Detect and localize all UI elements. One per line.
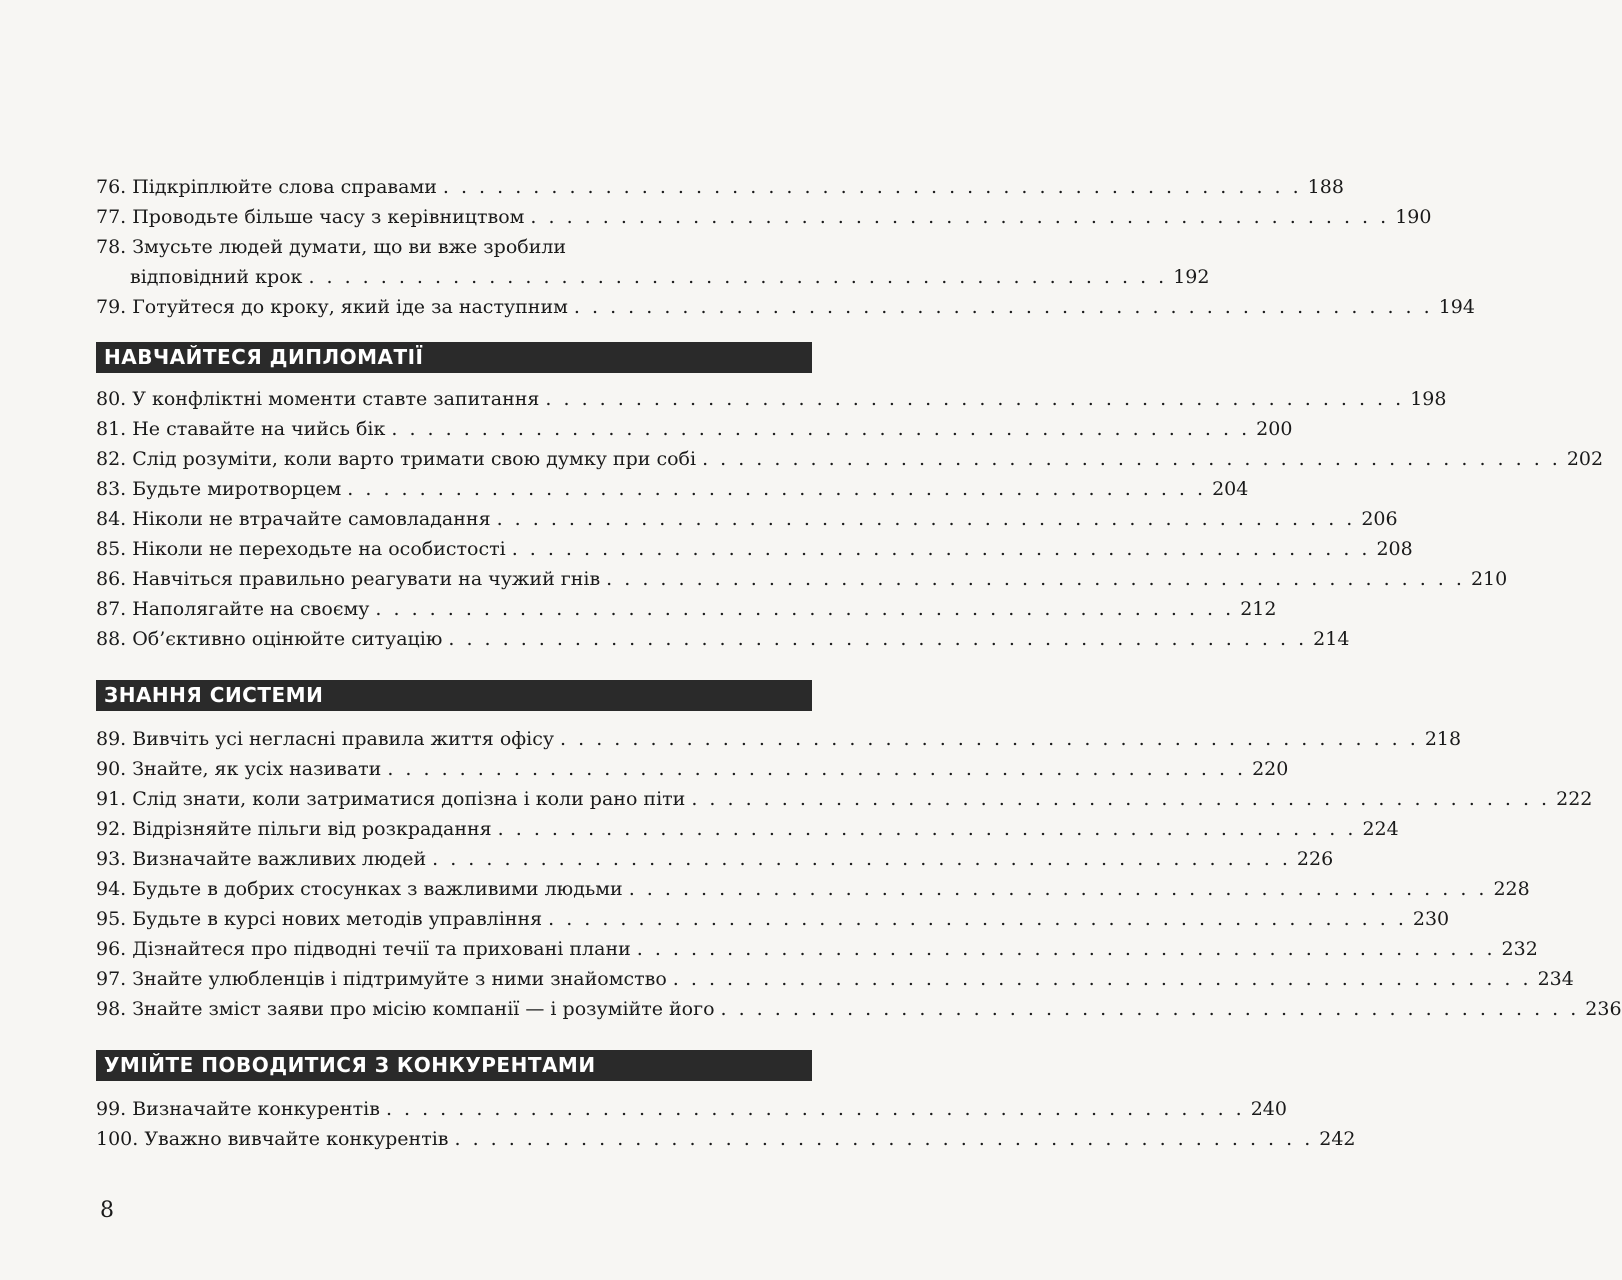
toc-entry (96, 814, 1399, 844)
dot-leader: . . . . . . . . . . . . . . . . . . . . . . . . . . . . . . . . . . . . . . . . . . . . . . . . (497, 818, 1357, 840)
entry-number: 79. (96, 296, 127, 318)
entry-page: 242 (1319, 1128, 1356, 1150)
entry-page: 214 (1313, 628, 1350, 650)
dot-leader: . . . . . . . . . . . . . . . . . . . . . . . . . . . . . . . . . . . . . . . . . . . . . . . . (375, 598, 1235, 620)
entry-page: 208 (1376, 538, 1413, 560)
entry-number: 81. (96, 418, 127, 440)
entry-title: Вивчіть усі негласні правила життя офісу (132, 728, 555, 750)
entry-page: 204 (1212, 478, 1249, 500)
dot-leader: . . . . . . . . . . . . . . . . . . . . . . . . . . . . . . . . . . . . . . . . . . . . . . . . (702, 448, 1561, 470)
entry-page: 240 (1250, 1098, 1287, 1120)
dot-leader: . . . . . . . . . . . . . . . . . . . . . . . . . . . . . . . . . . . . . . . . . . . . . . . . (545, 388, 1405, 410)
entry-title: Знайте зміст заяви про місію компанії — і розумійте його (132, 998, 715, 1020)
toc-section (96, 724, 1622, 1024)
entry-page: 202 (1566, 448, 1604, 470)
dot-leader: . . . . . . . . . . . . . . . . . . . . . . . . . . . . . . . . . . . . . . . . . . . . . . . . (560, 728, 1419, 750)
toc-entry (96, 874, 1530, 904)
entry-number: 80. (96, 388, 127, 410)
entry-page: 218 (1424, 728, 1462, 750)
entry-title: Уважно вивчайте конкурентів (144, 1128, 449, 1150)
entry-page: 210 (1470, 568, 1508, 590)
dot-leader: . . . . . . . . . . . . . . . . . . . . . . . . . . . . . . . . . . . . . . . . . . . . . . . . (720, 998, 1580, 1020)
dot-leader: . . . . . . . . . . . . . . . . . . . . . . . . . . . . . . . . . . . . . . . . . . . . . . . . (448, 628, 1308, 650)
section-header: УМІЙТЕ ПОВОДИТИСЯ З КОНКУРЕНТАМИ (96, 1050, 812, 1081)
toc-entry (96, 534, 1413, 564)
dot-leader: . . . . . . . . . . . . . . . . . . . . . . . . . . . . . . . . . . . . . . . . . . . . . . . . (548, 908, 1407, 930)
entry-title: Будьте миротворцем (132, 478, 342, 500)
toc-entry (96, 844, 1334, 874)
entry-title: Відрізняйте пільги від розкрадання (132, 818, 492, 840)
entry-number: 96. (96, 938, 127, 960)
section-header: НАВЧАЙТЕСЯ ДИПЛОМАТІЇ (96, 342, 812, 373)
entry-title: Не ставайте на чийсь бік (132, 418, 386, 440)
entry-title: Будьте в курсі нових методів управління (132, 908, 543, 930)
entry-number: 86. (96, 568, 127, 590)
dot-leader: . . . . . . . . . . . . . . . . . . . . . . . . . . . . . . . . . . . . . . . . . . . . . . . . (636, 938, 1496, 960)
page-number: 8 (100, 1198, 114, 1223)
dot-leader: . . . . . . . . . . . . . . . . . . . . . . . . . . . . . . . . . . . . . . . . . . . . . . . . (387, 758, 1247, 780)
entry-number: 85. (96, 538, 127, 560)
entry-title: Дізнайтеся про підводні течії та приховані плани (132, 938, 631, 960)
dot-leader: . . . . . . . . . . . . . . . . . . . . . . . . . . . . . . . . . . . . . . . . . . . . . . . . (432, 848, 1291, 870)
dot-leader: . . . . . . . . . . . . . . . . . . . . . . . . . . . . . . . . . . . . . . . . . . . . . . . . (385, 1098, 1245, 1120)
entry-number: 89. (96, 728, 127, 750)
entry-title: Проводьте більше часу з керівництвом (132, 206, 525, 228)
toc-section (96, 172, 1475, 322)
toc-entry (96, 624, 1350, 654)
dot-leader: . . . . . . . . . . . . . . . . . . . . . . . . . . . . . . . . . . . . . . . . . . . . . . . . (691, 788, 1551, 810)
toc-entry (96, 994, 1622, 1024)
toc-entry (96, 232, 1210, 292)
dot-leader: . . . . . . . . . . . . . . . . . . . . . . . . . . . . . . . . . . . . . . . . . . . . . . . . (573, 296, 1433, 318)
dot-leader: . . . . . . . . . . . . . . . . . . . . . . . . . . . . . . . . . . . . . . . . . . . . . . . . (496, 508, 1356, 530)
dot-leader: . . . . . . . . . . . . . . . . . . . . . . . . . . . . . . . . . . . . . . . . . . . . . . . . (628, 878, 1488, 900)
dot-leader: . . . . . . . . . . . . . . . . . . . . . . . . . . . . . . . . . . . . . . . . . . . . . . . . (391, 418, 1251, 440)
entry-number: 97. (96, 968, 127, 990)
toc-entry (96, 784, 1593, 814)
toc-entry (96, 964, 1574, 994)
entry-number: 82. (96, 448, 127, 470)
entry-page: 230 (1412, 908, 1450, 930)
dot-leader: . . . . . . . . . . . . . . . . . . . . . . . . . . . . . . . . . . . . . . . . . . . . . . . . (347, 478, 1207, 500)
dot-leader: . . . . . . . . . . . . . . . . . . . . . . . . . . . . . . . . . . . . . . . . . . . . . . . . (454, 1128, 1314, 1150)
entry-page: 192 (1173, 266, 1210, 288)
entry-page: 222 (1556, 788, 1593, 810)
entry-title: Змусьте людей думати, що ви вже зробили (132, 236, 567, 258)
toc-entry (96, 414, 1293, 444)
toc-entry (96, 934, 1538, 964)
entry-title: Будьте в добрих стосунках з важливими людьми (132, 878, 623, 900)
entry-page: 236 (1585, 998, 1622, 1020)
entry-title: Визначайте конкурентів (132, 1098, 380, 1120)
toc-entry (96, 202, 1432, 232)
entry-title: Готуйтеся до кроку, який іде за наступним (132, 296, 568, 318)
entry-page: 198 (1410, 388, 1447, 410)
entry-title: Ніколи не переходьте на особистості (132, 538, 506, 560)
toc-entry (96, 904, 1450, 934)
entry-page: 232 (1501, 938, 1538, 960)
entry-number: 83. (96, 478, 127, 500)
entry-title: Визначайте важливих людей (132, 848, 427, 870)
toc-entry (96, 384, 1447, 414)
toc-entry (96, 1124, 1356, 1154)
toc-entry (96, 754, 1289, 784)
toc-entry (96, 444, 1604, 474)
dot-leader: . . . . . . . . . . . . . . . . . . . . . . . . . . . . . . . . . . . . . . . . . . . . . . . . (606, 568, 1465, 590)
dot-leader: . . . . . . . . . . . . . . . . . . . . . . . . . . . . . . . . . . . . . . . . . . . . . . . . (530, 206, 1390, 228)
toc-entry (96, 292, 1475, 322)
entry-number: 100. (96, 1128, 139, 1150)
toc-entry (96, 474, 1249, 504)
entry-title: Навчіться правильно реагувати на чужий гнів (132, 568, 601, 590)
entry-number: 76. (96, 176, 127, 198)
toc-entry (96, 504, 1398, 534)
entry-number: 90. (96, 758, 127, 780)
entry-number: 93. (96, 848, 127, 870)
entry-number: 84. (96, 508, 127, 530)
entry-number: 94. (96, 878, 127, 900)
entry-number: 92. (96, 818, 127, 840)
toc-entry (96, 594, 1277, 624)
toc-entry (96, 1094, 1287, 1124)
dot-leader: . . . . . . . . . . . . . . . . . . . . . . . . . . . . . . . . . . . . . . . . . . . . . . . . (308, 266, 1168, 288)
entry-number: 98. (96, 998, 127, 1020)
entry-page: 220 (1252, 758, 1289, 780)
entry-page: 226 (1296, 848, 1334, 870)
entry-title-continued: відповідний крок (130, 266, 303, 288)
entry-number: 77. (96, 206, 127, 228)
entry-title: Підкріплюйте слова справами (132, 176, 437, 198)
entry-title: Слід розуміти, коли варто тримати свою думку при собі (132, 448, 697, 470)
entry-title: Ніколи не втрачайте самовладання (132, 508, 491, 530)
entry-page: 224 (1362, 818, 1399, 840)
section-header: ЗНАННЯ СИСТЕМИ (96, 680, 812, 711)
entry-number: 88. (96, 628, 127, 650)
entry-title: Знайте улюбленців і підтримуйте з ними знайомство (132, 968, 667, 990)
entry-page: 212 (1240, 598, 1277, 620)
entry-number: 95. (96, 908, 127, 930)
toc-entry (96, 172, 1344, 202)
entry-number: 91. (96, 788, 127, 810)
dot-leader: . . . . . . . . . . . . . . . . . . . . . . . . . . . . . . . . . . . . . . . . . . . . . . . . (442, 176, 1302, 198)
entry-page: 188 (1307, 176, 1344, 198)
entry-number: 78. (96, 236, 127, 258)
entry-page: 234 (1537, 968, 1574, 990)
entry-title: Об’єктивно оцінюйте ситуацію (132, 628, 443, 650)
toc-entry (96, 564, 1508, 594)
entry-title: Наполягайте на своєму (132, 598, 370, 620)
entry-page: 206 (1361, 508, 1398, 530)
entry-page: 194 (1438, 296, 1475, 318)
dot-leader: . . . . . . . . . . . . . . . . . . . . . . . . . . . . . . . . . . . . . . . . . . . . . . . . (511, 538, 1371, 560)
entry-page: 200 (1256, 418, 1293, 440)
entry-title: Слід знати, коли затриматися допізна і коли рано піти (132, 788, 686, 810)
entry-number: 99. (96, 1098, 127, 1120)
toc-entry (96, 724, 1462, 754)
entry-page: 190 (1395, 206, 1432, 228)
entry-number: 87. (96, 598, 127, 620)
toc-section (96, 1094, 1356, 1154)
toc-section (96, 384, 1604, 654)
entry-page: 228 (1493, 878, 1530, 900)
dot-leader: . . . . . . . . . . . . . . . . . . . . . . . . . . . . . . . . . . . . . . . . . . . . . . . . (672, 968, 1532, 990)
entry-title: У конфліктні моменти ставте запитання (132, 388, 540, 410)
entry-title: Знайте, як усіх називати (132, 758, 382, 780)
